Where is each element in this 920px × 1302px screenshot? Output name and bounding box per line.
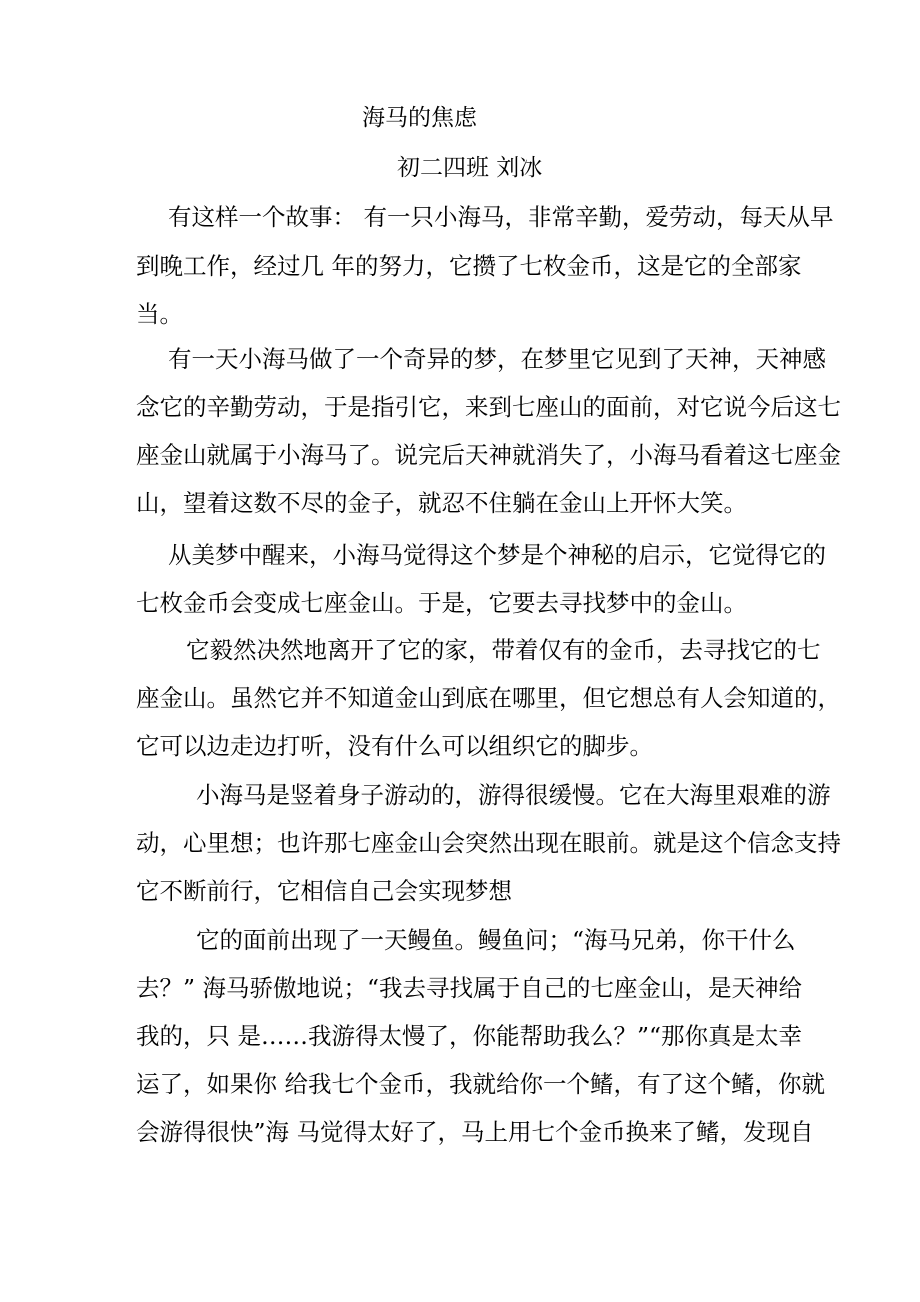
text-line: 到晚工作，经过几 年的努力，它攒了七枚金币，这是它的全部家 xyxy=(136,252,802,280)
text-line: 从美梦中醒来，小海马觉得这个梦是个神秘的启示，它觉得它的 xyxy=(168,541,826,569)
text-line: 七枚金币会变成七座金山。于是，它要去寻找梦中的金山。 xyxy=(136,589,747,617)
text-line: 运了，如果你 给我七个金币，我就给你一个鳍，有了这个鳍，你就 xyxy=(136,1070,825,1098)
text-line: 小海马是竖着身子游动的，游得很缓慢。它在大海里艰难的游 xyxy=(196,781,831,809)
text-line: 座金山。虽然它并不知道金山到底在哪里，但它想总有人会知道的， xyxy=(136,684,841,712)
text-line: 山，望着这数不尽的金子，就忍不住躺在金山上开怀大笑。 xyxy=(136,489,747,517)
essay-author: 初二四班 刘冰 xyxy=(397,155,543,181)
text-line: 去？” 海马骄傲地说；“我去寻找属于自己的七座金山，是天神给 xyxy=(136,974,802,1002)
text-line: 当。 xyxy=(136,300,183,328)
text-line: 它可以边走边打听，没有什么可以组织它的脚步。 xyxy=(136,732,653,760)
text-line: 它不断前行，它相信自己会实现梦想 xyxy=(136,877,512,905)
text-line: 我的，只 是……我游得太慢了，你能帮助我么？”“那你真是太幸 xyxy=(136,1022,802,1050)
text-line: 它毅然决然地离开了它的家，带着仅有的金币，去寻找它的七 xyxy=(186,636,821,664)
text-line: 座金山就属于小海马了。说完后天神就消失了，小海马看着这七座金 xyxy=(136,441,841,469)
text-line: 会游得很快”海 马觉得太好了，马上用七个金币换来了鳍，发现自 xyxy=(136,1118,814,1146)
text-line: 有这样一个故事： 有一只小海马，非常辛勤，爱劳动，每天从早 xyxy=(168,203,834,231)
text-line: 有一天小海马做了一个奇异的梦，在梦里它见到了天神，天神感 xyxy=(168,345,826,373)
essay-title: 海马的焦虑 xyxy=(362,105,477,131)
text-line: 它的面前出现了一天鳗鱼。鳗鱼问；“海马兄弟，你干什么 xyxy=(196,926,796,954)
text-line: 动，心里想；也许那七座金山会突然出现在眼前。就是这个信念支持 xyxy=(136,829,841,857)
text-line: 念它的辛勤劳动，于是指引它，来到七座山的面前，对它说今后这七 xyxy=(136,393,841,421)
